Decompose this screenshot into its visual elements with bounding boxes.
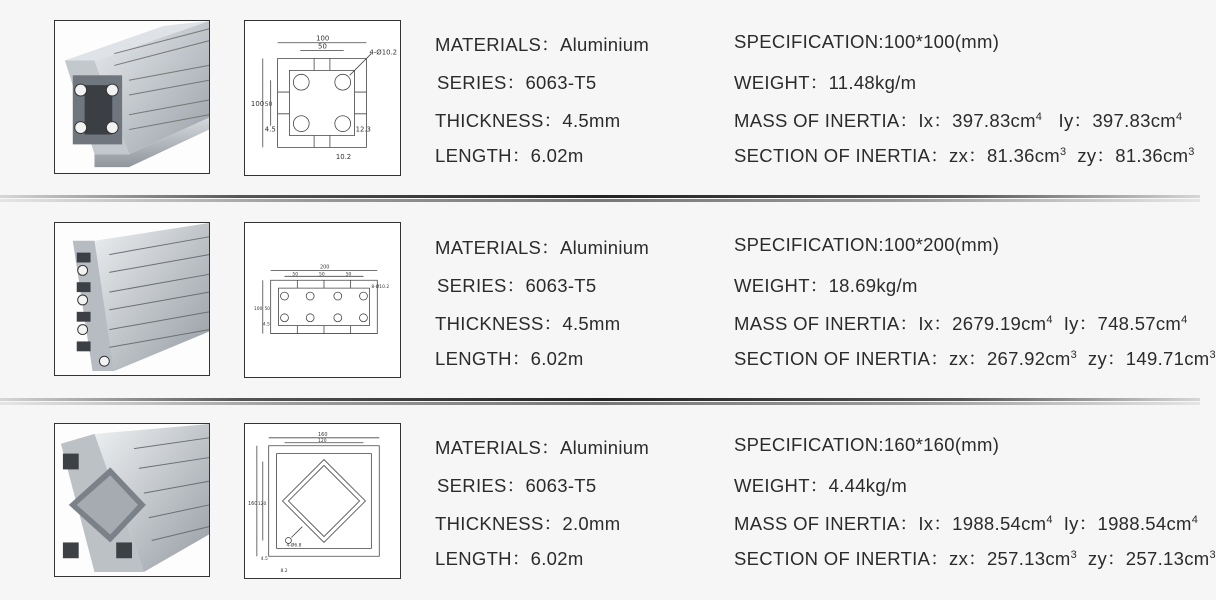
length-text: LENGTH：6.02m (435, 348, 584, 369)
drawing-label-hole: 4-Ø10.2 (369, 48, 398, 57)
materials-text: MATERIALS：Aluminium (435, 437, 650, 458)
ix-value: Ix：2679.19cm (918, 313, 1047, 334)
length-text: LENGTH：6.02m (435, 548, 584, 569)
drawing-label-slot: 4.5 (264, 125, 276, 134)
series-text: SERIES：6063-T5 (437, 475, 597, 496)
thickness-text: THICKNESS：4.5mm (435, 110, 621, 131)
zy-value: zy：257.13cm (1087, 548, 1210, 569)
drawing-label-width: 160 (318, 431, 328, 438)
series-text: SERIES：6063-T5 (437, 72, 597, 93)
drawing-label-hole: 4-Ø6.8 (286, 543, 302, 549)
drawing-label-hole: 8-Ø10.2 (371, 285, 390, 291)
ix-value: Ix：1988.54cm (918, 513, 1047, 534)
drawing-label-seg1: 50 (292, 272, 299, 278)
iy-exponent: 4 (1191, 513, 1199, 526)
iy-exponent: 4 (1175, 110, 1183, 123)
zy-value: zy：81.36cm (1077, 145, 1189, 166)
profile-drawing-100x100 (244, 20, 401, 176)
mass-of-inertia (734, 107, 1182, 133)
drawing-label-inner: 120 (318, 438, 327, 444)
specification-text: SPECIFICATION:160*160(mm) (734, 434, 1000, 455)
drawing-label-height-inner: 50 (264, 101, 273, 108)
materials-text: MATERIALS：Aluminium (435, 237, 650, 258)
section-label: SECTION OF INERTIA： (734, 548, 950, 569)
inertia-label: MASS OF INERTIA： (734, 513, 919, 534)
section-of-inertia (734, 545, 1216, 571)
zx-value: zx：81.36cm (949, 145, 1061, 166)
iy-value: Iy：748.57cm (1063, 313, 1182, 334)
weight-text: WEIGHT：11.48kg/m (734, 72, 917, 93)
zy-exponent: 3 (1209, 348, 1216, 361)
section-label: SECTION OF INERTIA： (734, 145, 950, 166)
zx-value: zx：257.13cm (949, 548, 1071, 569)
specification-text: SPECIFICATION:100*200(mm) (734, 234, 1000, 255)
zy-exponent: 3 (1188, 145, 1195, 158)
mass-of-inertia (734, 510, 1198, 536)
drawing-label-slot: 4.5 (262, 322, 270, 328)
mass-of-inertia (734, 310, 1188, 336)
iy-value: Iy：397.83cm (1058, 110, 1176, 131)
materials-text: MATERIALS：Aluminium (435, 34, 650, 55)
weight-text: WEIGHT：4.44kg/m (734, 475, 908, 496)
section-of-inertia (734, 142, 1195, 168)
drawing-label-height-inner: 50 (264, 305, 270, 311)
thickness-text: THICKNESS：2.0mm (435, 513, 621, 534)
ix-exponent: 4 (1035, 110, 1043, 123)
drawing-label-slot: 4.5 (260, 557, 268, 563)
zx-exponent: 3 (1070, 348, 1078, 361)
zy-exponent: 3 (1209, 548, 1216, 561)
length-text: LENGTH：6.02m (435, 145, 584, 166)
product-row-2 (0, 200, 1216, 380)
drawing-label-height-inner: 120 (257, 501, 267, 507)
ix-exponent: 4 (1046, 313, 1053, 326)
drawing-label-slot-height: 12.3 (355, 125, 371, 134)
zx-exponent: 3 (1070, 548, 1078, 561)
drawing-label-height: 160 (247, 500, 258, 507)
ix-value: Ix：397.83cm (918, 110, 1036, 131)
drawing-label-width: 100 (316, 34, 330, 43)
section-of-inertia (734, 345, 1216, 371)
drawing-label-bottom: 8.2 (280, 569, 288, 575)
ix-exponent: 4 (1046, 513, 1053, 526)
profile-photo-160x160 (54, 423, 210, 577)
section-label: SECTION OF INERTIA： (734, 348, 950, 369)
weight-text: WEIGHT：18.69kg/m (734, 275, 918, 296)
profile-drawing-100x200 (244, 222, 401, 378)
inertia-label: MASS OF INERTIA： (734, 313, 919, 334)
drawing-label-height: 100 (253, 306, 263, 312)
zx-exponent: 3 (1060, 145, 1067, 158)
product-row-1 (0, 0, 1200, 180)
profile-drawing-160x160 (244, 423, 401, 579)
drawing-label-seg3: 50 (345, 272, 352, 278)
drawing-label-inner: 50 (318, 42, 327, 51)
inertia-label: MASS OF INERTIA： (734, 110, 919, 131)
iy-value: Iy：1988.54cm (1063, 513, 1192, 534)
series-text: SERIES：6063-T5 (437, 275, 597, 296)
drawing-label-height: 100 (250, 99, 265, 108)
iy-exponent: 4 (1181, 313, 1188, 326)
profile-photo-100x200 (54, 222, 210, 376)
thickness-text: THICKNESS：4.5mm (435, 313, 621, 334)
zx-value: zx：267.92cm (949, 348, 1071, 369)
specification-text: SPECIFICATION:100*100(mm) (734, 31, 1000, 52)
drawing-label-width: 200 (320, 264, 330, 271)
product-row-3 (0, 400, 1216, 580)
zy-value: zy：149.71cm (1087, 348, 1210, 369)
profile-photo-100x100 (54, 20, 210, 174)
drawing-label-seg2: 50 (319, 272, 325, 278)
drawing-label-bottom: 10.2 (335, 153, 352, 162)
